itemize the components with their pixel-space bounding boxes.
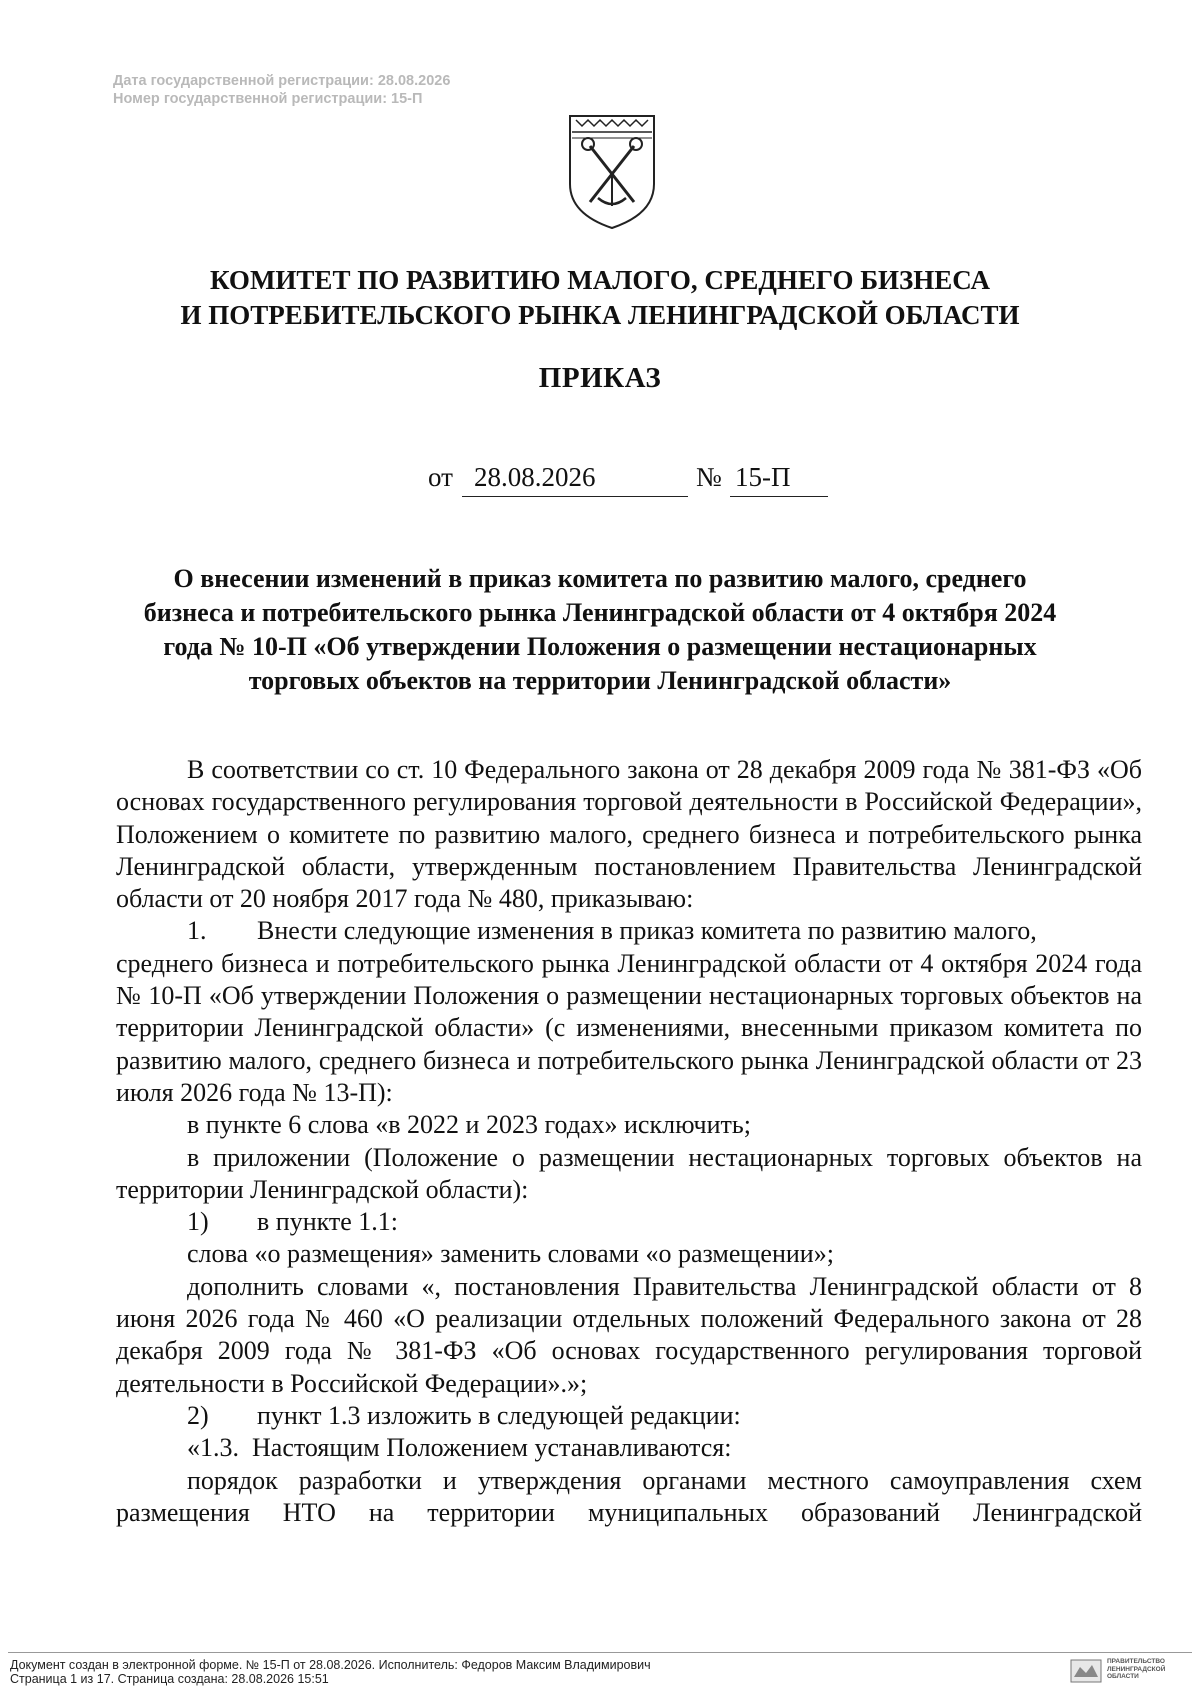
order-number: 15-П [735, 462, 791, 492]
date-prefix: от [428, 462, 453, 492]
registration-stamp [113, 72, 450, 108]
gov-label-line-2: ЛЕНИНГРАДСКОЙ [1107, 1665, 1166, 1673]
quote-1-3 [116, 1432, 1142, 1464]
number-prefix: № [696, 462, 722, 492]
quote-1-3-number: «1.3. [187, 1433, 239, 1463]
subitem-1-text: в пункте 1.1: [257, 1207, 399, 1237]
footer [10, 1658, 651, 1686]
subject-line-4: торговых объектов на территории Ленинградской области» [248, 666, 952, 695]
government-logo-icon [1070, 1659, 1102, 1683]
subject-line-2: бизнеса и потребительского рынка Ленинградской области от 4 октября 2024 [143, 598, 1057, 627]
subitem-2-number: 2) [187, 1400, 209, 1430]
organization-name [0, 263, 1200, 333]
order-date: 28.08.2026 [474, 462, 596, 492]
footer-line-2: Страница 1 из 17. Страница создана: 28.08.2026 15:51 [10, 1672, 329, 1686]
paragraph-poryadok: порядок разработки и утверждения органами местного самоуправления схем размещения НТО на территории муниципальных образований Ленинградской [116, 1465, 1142, 1527]
item-1-first-line [116, 915, 1142, 947]
subitem-2-text: пункт 1.3 изложить в следующей редакции: [257, 1400, 741, 1430]
intro-paragraph: В соответствии со ст. 10 Федерального закона от 28 декабря 2009 года № 381-ФЗ «Об основах государственного регулирования торговой деятельности в Российской Федерации», Положением о комитете по развитию малого, среднего бизнеса и потребительского рынка Ленинградской области, утвержденным постановлением Правительства Ленинградской области от 20 ноября 2017 года № 480, приказываю: [116, 755, 1142, 914]
paragraph-prilozhenie: в приложении (Положение о размещении нестационарных торговых объектов на территории Ленинградской области): [116, 1142, 1142, 1204]
subitem-1 [116, 1206, 1142, 1238]
subitem-2 [116, 1400, 1142, 1432]
gov-label-line-1: ПРАВИТЕЛЬСТВО [1107, 1658, 1165, 1665]
registration-number: Номер государственной регистрации: 15-П [113, 91, 423, 107]
quote-1-3-text: Настоящим Положением устанавливаются: [252, 1433, 732, 1463]
document-type: ПРИКАЗ [538, 362, 662, 394]
coat-of-arms-icon [568, 114, 656, 230]
document-subject [120, 562, 1080, 698]
subject-line-3: года № 10-П «Об утверждении Положения о размещении нестационарных [163, 632, 1037, 661]
paragraph-dopolnit: дополнить словами «, постановления Правительства Ленинградской области от 8 июня 2026 года № 460 «О реализации отдельных положений Федерального закона от 28 декабря 2009 года № 381-ФЗ «Об основах государственного регулирования торговой деятельности в Российской Федерации».»; [116, 1271, 1142, 1398]
paragraph-slova: слова «о размещения» заменить словами «о размещении»; [187, 1239, 834, 1269]
item-1-rest: среднего бизнеса и потребительского рынка Ленинградской области от 4 октября 2024 года № 10-П «Об утверждении Положения о размещении нестационарных торговых объектов на территории Ленинградской области» (с изменениями, внесенными приказом комитета по развитию малого, среднего бизнеса и потребительского рынка Ленинградской области от 23 июля 2026 года № 13-П): [116, 948, 1142, 1107]
paragraph-punkt-6: в пункте 6 слова «в 2022 и 2023 годах» исключить; [187, 1110, 751, 1140]
org-line-2: И ПОТРЕБИТЕЛЬСКОГО РЫНКА ЛЕНИНГРАДСКОЙ ОБЛАСТИ [180, 300, 1020, 330]
document-body [116, 754, 1142, 1529]
subject-line-1: О внесении изменений в приказ комитета по развитию малого, среднего [173, 564, 1027, 593]
item-1-number: 1. [187, 916, 207, 946]
org-line-1: КОМИТЕТ ПО РАЗВИТИЮ МАЛОГО, СРЕДНЕГО БИЗНЕСА [210, 265, 990, 295]
footer-line-1: Документ создан в электронной форме. № 15-П от 28.08.2026. Исполнитель: Федоров Максим Владимирович [10, 1658, 651, 1672]
registration-date: Дата государственной регистрации: 28.08.2026 [113, 73, 451, 89]
gov-label-line-3: ОБЛАСТИ [1107, 1673, 1139, 1680]
item-1-first-text: Внести следующие изменения в приказ комитета по развитию малого, [257, 916, 1037, 946]
footer-divider [8, 1652, 1192, 1653]
subitem-1-number: 1) [187, 1207, 209, 1237]
government-label [1107, 1658, 1197, 1681]
